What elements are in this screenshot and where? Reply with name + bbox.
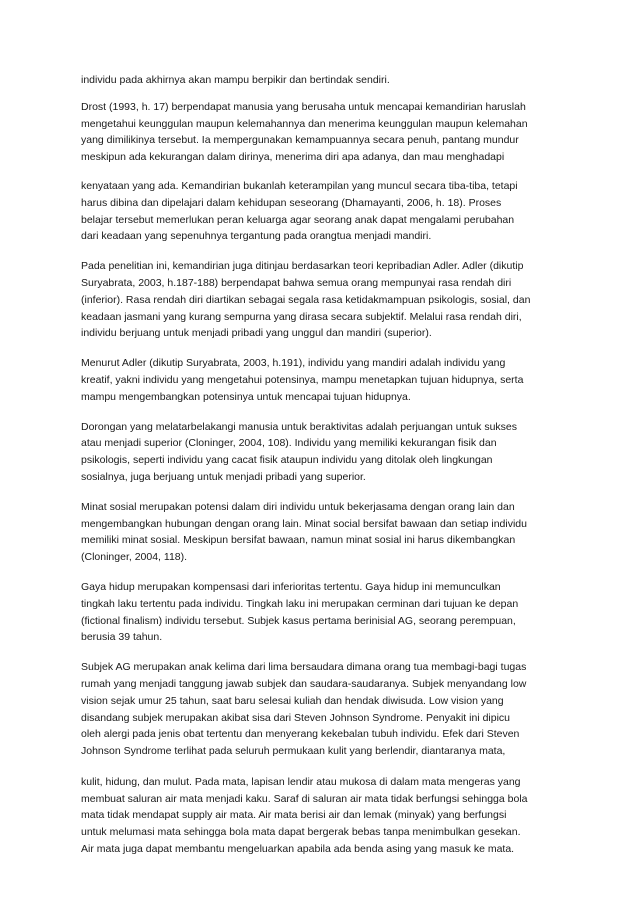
text-line: Drost (1993, h. 17) berpendapat manusia yang berusaha untuk mencapai kemandirian haruslah [81, 100, 526, 113]
paragraph [81, 178, 578, 245]
text-line: membuat saluran air mata menjadi kaku. Saraf di saluran air mata tidak berfungsi sehingga bola [81, 792, 528, 805]
text-line: (fictional finalism) individu tersebut. Subjek kasus pertama berinisial AG, seorang perempuan, [81, 614, 516, 627]
text-line: kulit, hidung, dan mulut. Pada mata, lapisan lendir atau mukosa di dalam mata mengeras yang [81, 775, 521, 788]
text-line: Pada penelitian ini, kemandirian juga ditinjau berdasarkan teori kepribadian Adler. Adler (dikutip [81, 260, 524, 273]
text-line: (Cloninger, 2004, 118). [81, 551, 188, 564]
text-line: Johnson Syndrome terlihat pada seluruh permukaan kulit yang berlendir, diantaranya mata, [81, 745, 506, 758]
text-line: atau menjadi superior (Cloninger, 2004, 108). Individu yang memiliki kekurangan fisik dan [81, 437, 497, 450]
paragraph [81, 499, 578, 566]
text-line: Menurut Adler (dikutip Suryabrata, 2003, h.191), individu yang mandiri adalah individu yang [81, 357, 506, 370]
text-line: sosialnya, juga berjuang untuk menjadi pribadi yang superior. [81, 470, 366, 483]
text-line: Dorongan yang melatarbelakangi manusia untuk beraktivitas adalah perjuangan untuk sukses [81, 420, 518, 433]
paragraph [81, 419, 578, 486]
text-line: mengembangkan hubungan dengan orang lain. Minat social bersifat bawaan dan setiap individu [81, 517, 527, 530]
paragraph [81, 355, 578, 405]
text-line: disandang subjek merupakan akibat sisa dari Steven Johnson Syndrome. Penyakit ini dipicu [81, 711, 511, 724]
text-line: Suryabrata, 2003, h.187-188) berpendapat bahwa semua orang mempunyai rasa rendah diri [81, 276, 512, 289]
text-line: Air mata juga dapat membantu mengeluarkan apabila ada benda asing yang masuk ke mata. [81, 843, 515, 856]
text-line: kenyataan yang ada. Kemandirian bukanlah keterampilan yang muncul secara tiba-tiba, tetapi [81, 179, 518, 192]
text-line: mengetahui keunggulan maupun kelemahannya dan menerima keunggulan maupun kelemahan [81, 117, 528, 130]
text-line: psikologis, seperti individu yang cacat fisik ataupun individu yang ditolak oleh lingkungan [81, 454, 493, 467]
text-line: keadaan jasmani yang kurang sempurna yang dirasa secara subjektif. Melalui rasa rendah diri, [81, 310, 522, 323]
text-line: meskipun ada kekurangan dalam dirinya, menerima diri apa adanya, dan mau menghadapi [81, 151, 505, 164]
text-line: kreatif, yakni individu yang mengetahui potensinya, mampu menetapkan tujuan hidupnya, serta [81, 373, 524, 386]
text-line: individu pada akhirnya akan mampu berpikir dan bertindak sendiri. [81, 74, 390, 86]
paragraph [81, 579, 578, 646]
text-line: Gaya hidup merupakan kompensasi dari inferioritas tertentu. Gaya hidup ini memunculkan [81, 580, 501, 593]
text-line: berusia 39 tahun. [81, 631, 163, 644]
text-line: belajar tersebut memerlukan peran keluarga agar seorang anak dapat mengalami perubahan [81, 213, 515, 226]
text-line: vision sejak umur 25 tahun, saat baru selesai kuliah dan hendak diwisuda. Low vision yang [81, 694, 504, 707]
text-line: oleh alergi pada jenis obat tertentu dan menyerang kekebalan tubuh individu. Efek dari Steven [81, 728, 520, 741]
text-line: individu berjuang untuk menjadi pribadi yang unggul dan mandiri (superior). [81, 327, 432, 340]
text-line: Minat sosial merupakan potensi dalam diri individu untuk bekerjasama dengan orang lain dan [81, 500, 515, 513]
text-line: mata tidak mendapat supply air mata. Air mata berisi air dan lemak (minyak) yang berfungsi [81, 809, 507, 822]
paragraph [81, 99, 578, 166]
text-line: tingkah laku tertentu pada individu. Tingkah laku ini merupakan cerminan dari tujuan ke depan [81, 597, 519, 610]
paragraph [81, 258, 578, 342]
paragraph [81, 659, 578, 760]
text-line: harus dibina dan dipelajari dalam kehidupan seseorang (Dhamayanti, 2006, h. 18). Proses [81, 196, 502, 209]
text-line: dari keadaan yang sepenuhnya tergantung pada orangtua menjadi mandiri. [81, 230, 432, 243]
text-line: memiliki minat sosial. Meskipun bersifat bawaan, namun minat sosial ini harus dikembangkan [81, 534, 516, 547]
text-line: rumah yang menjadi tanggung jawab subjek dan saudara-saudaranya. Subjek menyandang low [81, 677, 527, 690]
paragraph [81, 774, 578, 858]
text-line: mampu mengembangkan potensinya untuk mencapai tujuan hidupnya. [81, 390, 411, 403]
text-line: Subjek AG merupakan anak kelima dari lima bersaudara dimana orang tua membagi-bagi tugas [81, 661, 527, 674]
text-line: yang dimilikinya tersebut. Ia mempergunakan kemampuannya secara penuh, pantang mundur [81, 134, 519, 147]
text-line: (inferior). Rasa rendah diri diartikan sebagai segala rasa ketidakmampuan psikologis, sosial, dan [81, 293, 531, 306]
text-line: untuk melumasi mata sehingga bola mata dapat bergerak bebas tanpa menimbulkan gesekan. [81, 826, 521, 839]
paragraph [81, 72, 578, 89]
